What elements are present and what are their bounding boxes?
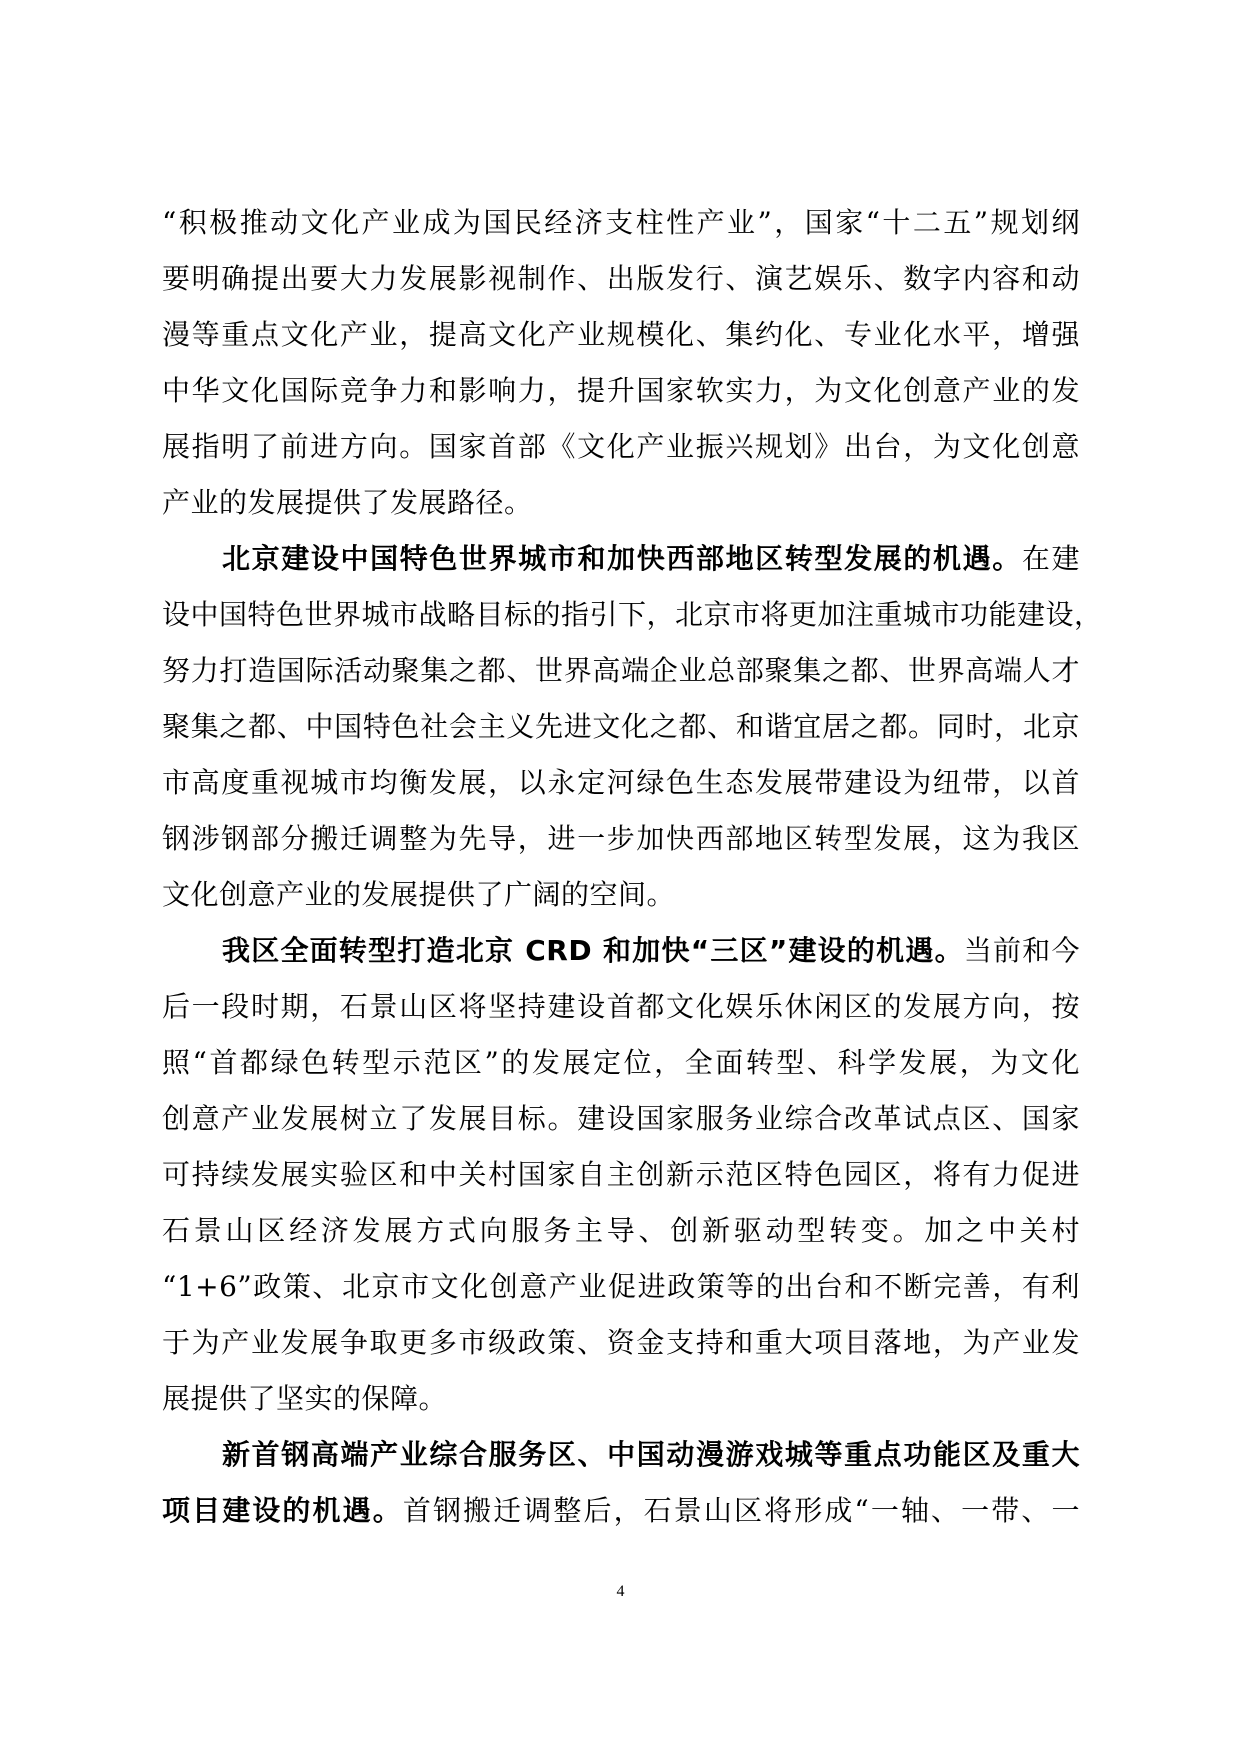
text-line: 于为产业发展争取更多市级政策、资金支持和重大项目落地，为产业发	[162, 1326, 1080, 1359]
text-line: 设中国特色世界城市战略目标的指引下，北京市将更加注重城市功能建设，	[162, 598, 1103, 631]
paragraph-beijing-world-city	[162, 531, 1103, 923]
line-remainder: 首钢搬迁调整后，石景山区将形成“一轴、一带、一	[402, 1494, 1080, 1527]
text-line: 后一段时期，石景山区将坚持建设首都文化娱乐休闲区的发展方向，按	[162, 990, 1080, 1023]
text-line: 努力打造国际活动聚集之都、世界高端企业总部聚集之都、世界高端人才	[162, 654, 1080, 687]
text-line: 中华文化国际竞争力和影响力，提升国家软实力，为文化创意产业的发	[162, 374, 1080, 407]
text-line	[162, 923, 1080, 979]
line-remainder: 在建	[1021, 542, 1080, 575]
document-body	[162, 195, 1103, 1539]
text-line	[162, 531, 1080, 587]
bold-heading: 新首钢高端产业综合服务区、中国动漫游戏城等重点功能区及重大	[222, 1438, 1080, 1471]
text-line	[162, 1483, 1080, 1539]
text-line: 照“首都绿色转型示范区”的发展定位，全面转型、科学发展，为文化	[162, 1046, 1080, 1079]
bold-heading: 项目建设的机遇。	[162, 1494, 403, 1527]
text-line: 漫等重点文化产业，提高文化产业规模化、集约化、专业化水平，增强	[162, 318, 1080, 351]
text-line: 可持续发展实验区和中关村国家自主创新示范区特色园区，将有力促进	[162, 1158, 1080, 1191]
bold-heading: 北京建设中国特色世界城市和加快西部地区转型发展的机遇。	[222, 542, 1022, 575]
text-line: “1+6”政策、北京市文化创意产业促进政策等的出台和不断完善，有利	[162, 1270, 1080, 1303]
text-line: 市高度重视城市均衡发展，以永定河绿色生态发展带建设为纽带，以首	[162, 766, 1080, 799]
text-line: 展提供了坚实的保障。	[162, 1382, 448, 1415]
text-line: “积极推动文化产业成为国民经济支柱性产业”，国家“十二五”规划纲	[162, 206, 1080, 239]
text-line: 创意产业发展树立了发展目标。建设国家服务业综合改革试点区、国家	[162, 1102, 1080, 1135]
text-line: 产业的发展提供了发展路径。	[162, 486, 533, 519]
page-number: 4	[616, 1583, 625, 1600]
paragraph-cultural-policy	[162, 195, 1080, 531]
paragraph-shougang-projects	[162, 1427, 1080, 1539]
line-remainder: 当前和今	[963, 934, 1080, 967]
text-line: 文化创意产业的发展提供了广阔的空间。	[162, 878, 676, 911]
paragraph-district-transformation	[162, 923, 1080, 1427]
text-line: 展指明了前进方向。国家首部《文化产业振兴规划》出台，为文化创意	[162, 430, 1080, 463]
text-line: 钢涉钢部分搬迁调整为先导，进一步加快西部地区转型发展，这为我区	[162, 822, 1080, 855]
text-line	[162, 1427, 1080, 1483]
text-line: 石景山区经济发展方式向服务主导、创新驱动型转变。加之中关村	[162, 1214, 1080, 1247]
text-line: 要明确提出要大力发展影视制作、出版发行、演艺娱乐、数字内容和动	[162, 262, 1080, 295]
bold-heading: 我区全面转型打造北京 CRD 和加快“三区”建设的机遇。	[222, 934, 964, 967]
text-line: 聚集之都、中国特色社会主义先进文化之都、和谐宜居之都。同时，北京	[162, 710, 1080, 743]
